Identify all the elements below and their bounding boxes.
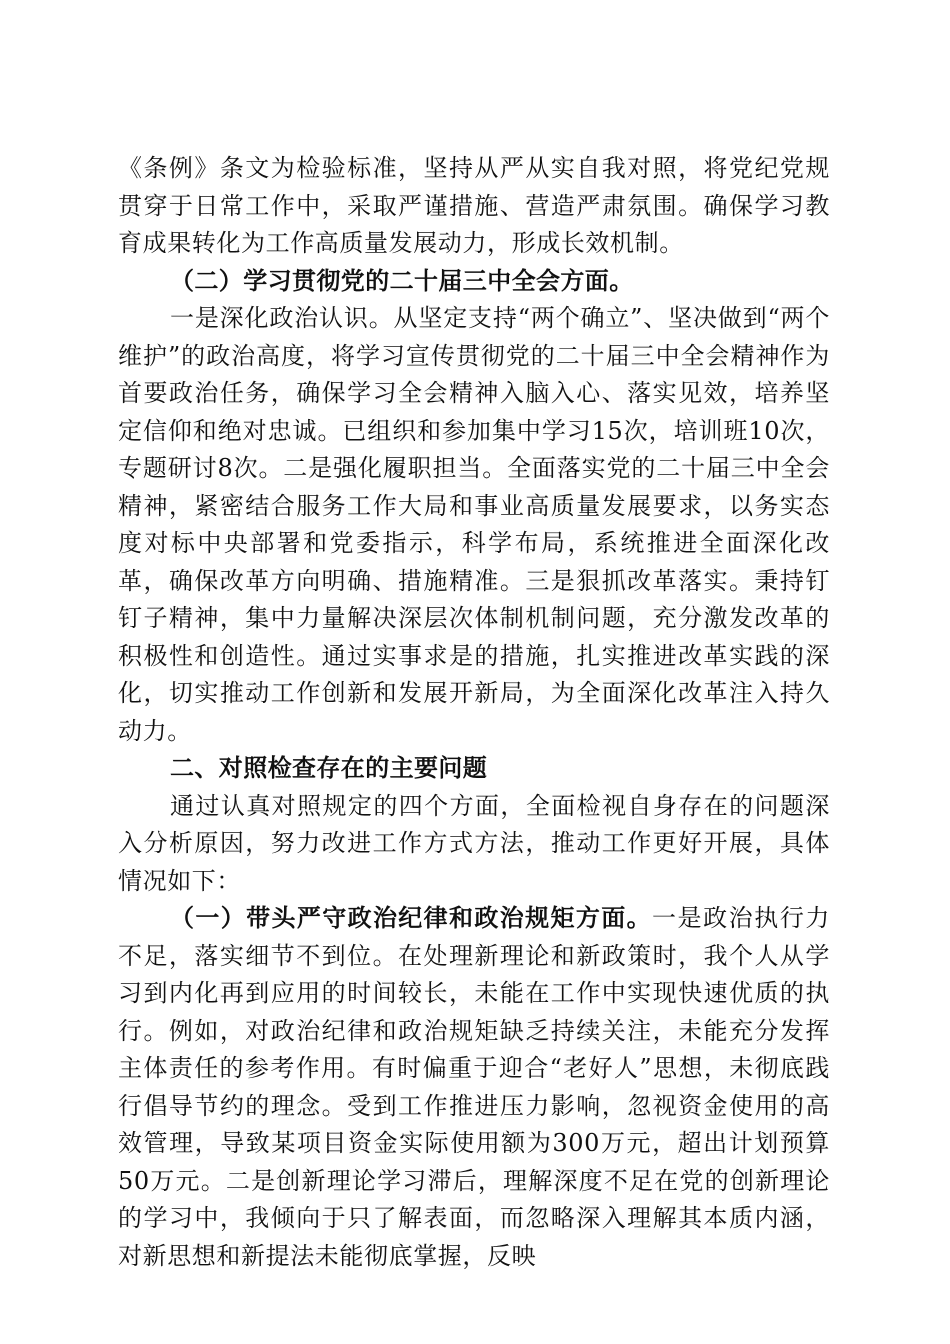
paragraph-plenary-study: 一是深化政治认识。从坚定支持“两个确立”、坚决做到“两个维护”的政治高度，将学习宣传贯彻党的二十届三中全会精神作为首要政治任务，确保学习全会精神入脑入心、落实见效，培养坚定信仰和绝对忠诚。已组织和参加集中学习15次，培训班10次，专题研讨8次。二是强化履职担当。全面落实党的二十届三中全会精神，紧密结合服务工作大局和事业高质量发展要求，以务实态度对标中央部署和党委指示，科学布局，系统推进全面深化改革，确保改革方向明确、措施精准。三是狠抓改革落实。秉持钉钉子精神，集中力量解决深层次体制机制问题，充分激发改革的积极性和创造性。通过实事求是的措施，扎实推进改革实践的深化，切实推动工作创新和发展开新局，为全面深化改革注入持久动力。 (118, 304, 830, 745)
subsection-heading-2: （二）学习贯彻党的二十届三中全会方面。 (170, 266, 634, 295)
subsection-heading-1: （一）带头严守政治纪律和政治规矩方面。 (170, 904, 652, 932)
paragraph-continuation: 《条例》条文为检验标准，坚持从严从实自我对照，将党纪党规贯穿于日常工作中，采取严谨措施、营造严肃氛围。确保学习教育成果转化为工作高质量发展动力，形成长效机制。 (118, 154, 830, 257)
section-heading-2: 二、对照检查存在的主要问题 (170, 754, 488, 782)
paragraph-political-discipline (118, 900, 830, 1275)
document-page (118, 150, 830, 1275)
paragraph-intro-problems: 通过认真对照规定的四个方面，全面检视自身存在的问题深入分析原因，努力改进工作方式方法，推动工作更好开展，具体情况如下： (118, 791, 830, 895)
paragraph-political-discipline-body: 一是政治执行力不足，落实细节不到位。在处理新理论和新政策时，我个人从学习到内化再到应用的时间较长，未能在工作中实现快速优质的执行。例如，对政治纪律和政治规矩缺乏持续关注，未能充分发挥主体责任的参考作用。有时偏重于迎合“老好人”思想，未彻底践行倡导节约的理念。受到工作推进压力影响，忽视资金使用的高效管理，导致某项目资金实际使用额为300万元，超出计划预算50万元。二是创新理论学习滞后，理解深度不足在党的创新理论的学习中，我倾向于只了解表面，而忽略深入理解其本质内涵，对新思想和新提法未能彻底掌握，反映 (118, 904, 830, 1270)
